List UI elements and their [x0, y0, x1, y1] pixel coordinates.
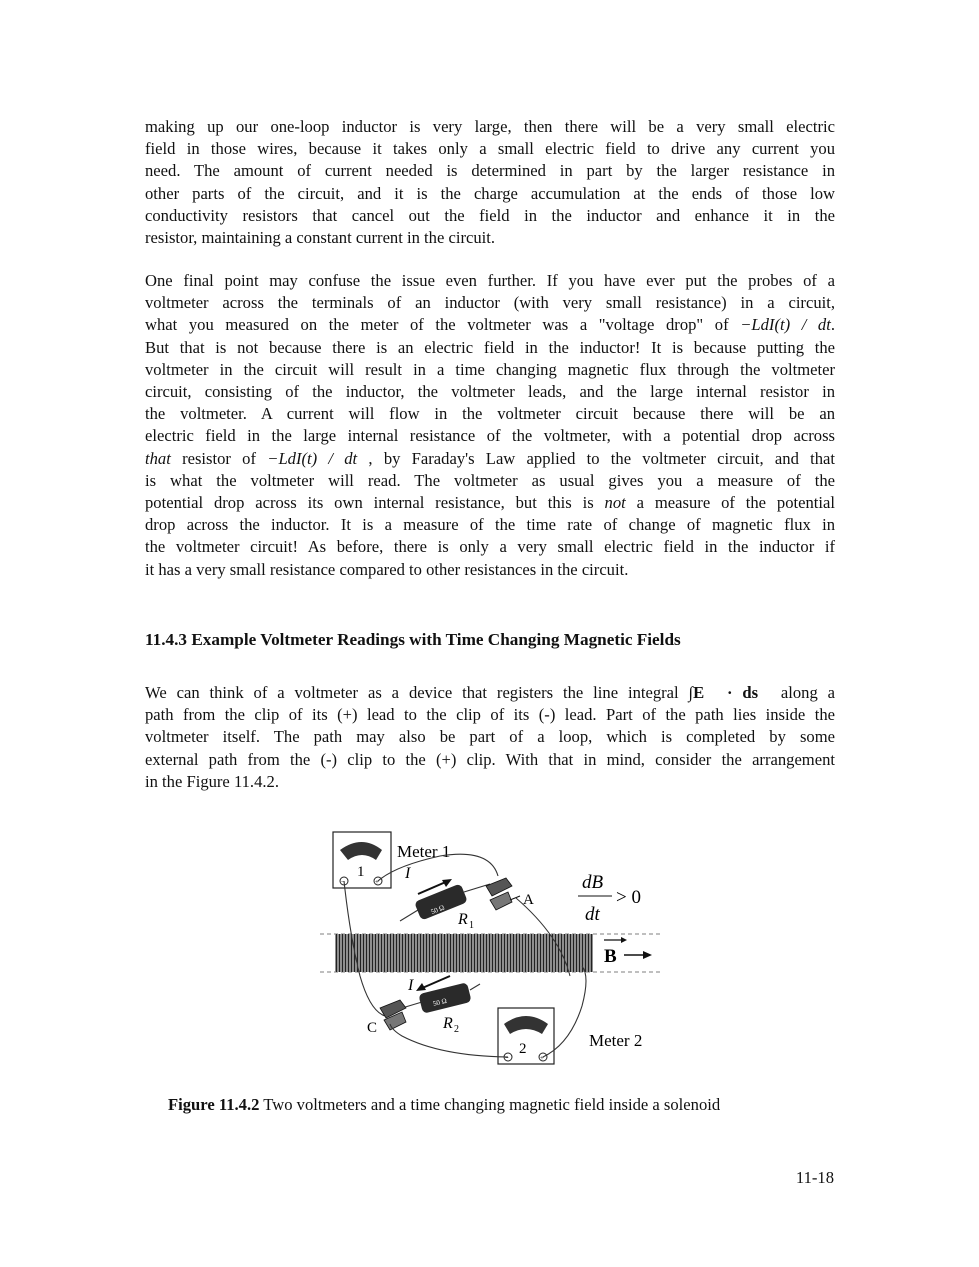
meter-2-number: 2: [519, 1041, 527, 1057]
figure-caption: [168, 1095, 720, 1115]
text-line: But that is not because there is an electric field in the inductor! It is because putting the: [145, 337, 835, 357]
emphasis: that: [145, 448, 171, 468]
node-a-label: A: [523, 892, 534, 908]
figure-diagram: [320, 826, 660, 1072]
node-c-label: C: [367, 1020, 378, 1036]
meter-1-plus: +: [375, 878, 379, 886]
text-line: is what the voltmeter will read. The voltmeter as usual gives you a measure of the: [145, 470, 835, 490]
meter-2-label: Meter 2: [589, 1031, 643, 1050]
meter-2-minus: −: [505, 1054, 509, 1062]
math-inline: −LdI(t) / dt: [267, 448, 358, 468]
text-run: .: [830, 315, 835, 335]
current-label-1: I: [405, 865, 411, 882]
b-direction-arrow-head: [643, 951, 652, 959]
figure-caption-label: Figure 11.4.2: [168, 1095, 260, 1114]
r1-lead-right: [464, 884, 490, 892]
text-run: We can think of a voltmeter as a device that registers the line integral: [145, 683, 689, 702]
text-line: drop across the inductor. It is a measure of the time rate of change of magnetic flux in: [145, 515, 835, 535]
text-line: [145, 682, 835, 704]
r1-lead-left: [400, 910, 418, 921]
b-field-label: B: [604, 946, 617, 967]
current-arrow-2: [420, 976, 450, 989]
text-run: a measure of the potential: [625, 493, 835, 513]
emphasis: not: [604, 493, 626, 513]
text-run: , by Faraday's Law applied to the voltmeter circuit, and that: [357, 448, 836, 468]
text-line: the voltmeter circuit! As before, there is only a very small electric field in the inductor if: [145, 537, 835, 557]
text-line: conductivity resistors that cancel out the field in the inductor and enhance it in the: [145, 205, 835, 225]
text-line: in the Figure 11.4.2.: [145, 771, 279, 791]
text-line: making up our one-loop inductor is very large, then there will be a very small electric: [145, 117, 835, 136]
text-line: circuit, consisting of the inductor, the voltmeter leads, and the large internal resistor in: [145, 382, 835, 402]
text-line: voltmeter across the terminals of an inductor (with very small resistance) in a circuit,: [145, 293, 835, 313]
page-number: 11-18: [795, 1168, 834, 1187]
r2-lead-right: [470, 984, 480, 990]
text-line: voltmeter itself. The path may also be part of a loop, which is completed by some: [145, 727, 835, 747]
resistor-1-subscript: 1: [469, 920, 474, 931]
solenoid: [335, 934, 593, 972]
text-line: resistor, maintaining a constant current in the circuit.: [145, 228, 495, 248]
text-line: the voltmeter. A current will flow in the voltmeter circuit because there will be an: [145, 404, 835, 424]
paragraph-3: [145, 682, 835, 793]
text-line: voltmeter in the circuit will result in a time changing magnetic flux through the voltmeter: [145, 359, 835, 379]
resistor-2-label: R: [443, 1015, 453, 1032]
text-line: electric field in the large internal resistance of the voltmeter, with a potential drop across: [145, 426, 835, 446]
figure-voltmeters-solenoid: [320, 826, 660, 1072]
meter-1-number: 1: [357, 864, 365, 880]
meter-1-minus: −: [341, 878, 345, 886]
b-vector-hat-head: [621, 937, 627, 943]
meter-2-plus: +: [540, 1054, 544, 1062]
section-heading: 11.4.3 Example Voltmeter Readings with Time Changing Magnetic Fields: [145, 630, 681, 649]
text-line: field in those wires, because it takes only a small electric field to drive any current you: [145, 139, 835, 159]
text-line: it has a very small resistance compared to other resistances in the circuit.: [145, 559, 629, 579]
db-denominator: dt: [585, 904, 600, 925]
text-run: potential drop across its own internal resistance, but this is: [145, 493, 605, 513]
text-line: need. The amount of current needed is determined in part by the larger resistance in: [145, 161, 835, 181]
figure-caption-text: Two voltmeters and a time changing magnetic field inside a solenoid: [259, 1095, 721, 1114]
current-label-2: I: [408, 977, 414, 994]
db-relation: > 0: [616, 887, 641, 908]
text-line: [145, 448, 835, 470]
meter-1-label: Meter 1: [397, 842, 451, 861]
text-line: path from the clip of its (+) lead to the clip of its (-) lead. Part of the path lies inside the: [145, 705, 835, 725]
text-line: [145, 492, 835, 514]
clip-a-wire: [510, 896, 520, 900]
paragraph-2: [145, 270, 835, 581]
text-run: what you measured on the meter of the voltmeter was a "voltage drop" of: [145, 315, 741, 335]
resistor-2-subscript: 2: [454, 1024, 459, 1035]
resistor-1-label: R: [458, 911, 468, 928]
text-run: along a: [770, 683, 836, 702]
math-inline: ∫E⃗ · ds⃗: [688, 683, 771, 702]
text-line: One final point may confuse the issue even further. If you have ever put the probes of a: [145, 271, 835, 290]
math-inline: −LdI(t) / dt: [740, 315, 831, 335]
resistor-2-value: 50 Ω: [432, 996, 448, 1008]
text-run: resistor of: [170, 448, 268, 468]
text-line: other parts of the circuit, and it is the charge accumulation at the ends of those low: [145, 183, 835, 203]
paragraph-1: [145, 116, 835, 249]
text-line: external path from the (-) clip to the (+) clip. With that in mind, consider the arrangement: [145, 749, 835, 769]
resistor-1-value: 50 Ω: [429, 903, 446, 917]
db-numerator: dB: [582, 872, 604, 893]
text-line: [145, 314, 835, 336]
